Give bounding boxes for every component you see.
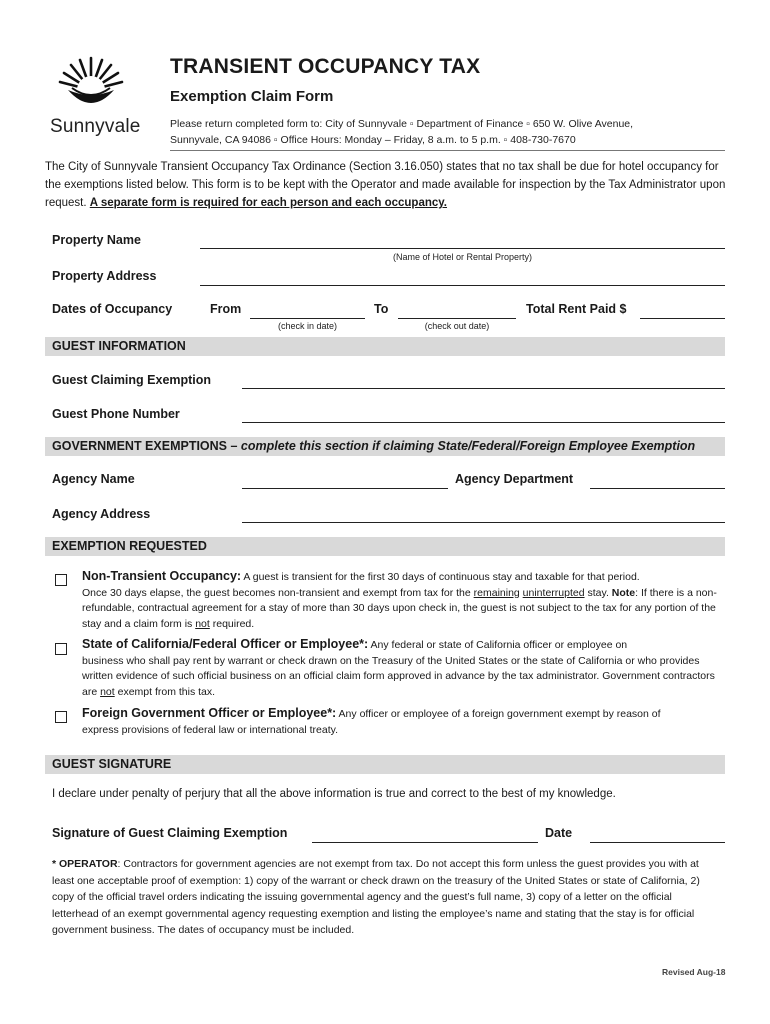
exemption-requested-header (45, 537, 725, 556)
from-label: From (210, 302, 242, 316)
non-transient-note-label: Note (611, 586, 636, 599)
signature-field[interactable] (312, 842, 538, 843)
operator-note-text: : Contractors for government agencies are not exempt from tax. Do not accept this form unless the guest provides you with at least one acceptable proof of exemption: 1) copy of the warrant or check drawn on the treasury of the United States or state of California, 2) copy of the official travel orders indicating the issuing governmental agency and the guest’s full name, 3) copy of a letter on the official letterhead of an exempt governmental agency requesting exemption and listing the employee’s name and stating that the stay is for official government business. The dates of occupancy must be included. (52, 858, 700, 936)
non-transient-first-line (82, 569, 722, 586)
property-address-field[interactable] (200, 285, 725, 286)
intro-text: The City of Sunnyvale Transient Occupancy Tax Ordinance (Section 3.16.050) states that no tax shall be due for hotel occupancy for the exemptions listed below. This form is to be kept with the Operator and made available for inspection by the Tax Administrator upon request. (45, 161, 726, 209)
total-rent-label: Total Rent Paid $ (526, 302, 627, 316)
agency-department-field[interactable] (590, 488, 725, 489)
guest-information-header (45, 337, 725, 356)
dates-of-occupancy-label: Dates of Occupancy (52, 302, 173, 316)
agency-address-field[interactable] (242, 522, 725, 523)
guest-phone-label: Guest Phone Number (52, 407, 180, 421)
foreign-government-description (82, 706, 722, 738)
exemption-requested-title: EXEMPTION REQUESTED (52, 539, 207, 553)
government-heading: GOVERNMENT EXEMPTIONS – (52, 439, 241, 453)
sunnyvale-logo (50, 54, 141, 144)
header-divider (170, 150, 725, 151)
state-federal-body (82, 654, 717, 701)
agency-name-field[interactable] (242, 488, 448, 489)
foreign-government-first-line (82, 706, 722, 723)
foreign-government-checkbox[interactable] (55, 711, 67, 723)
agency-name-label: Agency Name (52, 472, 135, 486)
foreign-government-body: express provisions of federal law or international treaty. (82, 723, 339, 736)
form-title: TRANSIENT OCCUPANCY TAX (170, 55, 481, 78)
property-address-label: Property Address (52, 269, 157, 283)
property-name-hint: (Name of Hotel or Rental Property) (392, 252, 533, 262)
non-transient-checkbox[interactable] (55, 574, 67, 586)
to-label: To (374, 302, 389, 316)
perjury-declaration: I declare under penalty of perjury that all the above information is true and correct to the best of my knowledge. (52, 788, 616, 800)
agency-department-label: Agency Department (455, 472, 574, 486)
check-out-date-field[interactable] (398, 318, 516, 319)
state-federal-title: State of California/Federal Officer or Employee*: (82, 637, 369, 651)
agency-address-label: Agency Address (52, 507, 151, 521)
government-heading-note: complete this section if claiming State/Federal/Foreign Employee Exemption (240, 439, 696, 453)
foreign-government-intro: Any officer or employee of a foreign government exempt by reason of (336, 708, 661, 720)
intro-paragraph (45, 158, 735, 212)
state-federal-text-b: exempt from this tax. (114, 685, 216, 698)
state-federal-text-a: business who shall pay rent by warrant or check drawn on the Treasury of the United States or the state of California or who provides written evidence of such official business on an official claim form approved in advance by the tax administrator. Government contractors are (82, 654, 715, 698)
non-transient-intro: A guest is transient for the first 30 days of continuous stay and taxable for that period. (241, 571, 640, 583)
contact-info (170, 116, 633, 148)
non-transient-text-b: stay. (584, 586, 612, 599)
guest-claiming-label: Guest Claiming Exemption (52, 373, 212, 387)
signature-label: Signature of Guest Claiming Exemption (52, 826, 288, 840)
non-transient-uninterrupted: uninterrupted (522, 586, 585, 599)
form-subtitle: Exemption Claim Form (170, 88, 334, 105)
intro-emphasis: A separate form is required for each person and each occupancy. (89, 197, 448, 209)
non-transient-not: not (195, 617, 210, 630)
government-exemptions-header (45, 437, 725, 456)
government-exemptions-title (52, 439, 695, 453)
operator-note (52, 856, 720, 939)
state-federal-description (82, 637, 722, 700)
guest-signature-title: GUEST SIGNATURE (52, 757, 172, 771)
sun-emblem-icon (50, 54, 132, 114)
total-rent-field[interactable] (640, 318, 725, 319)
check-out-hint: (check out date) (424, 321, 490, 331)
foreign-government-title: Foreign Government Officer or Employee*: (82, 706, 337, 720)
guest-phone-field[interactable] (242, 422, 725, 423)
signature-date-field[interactable] (590, 842, 725, 843)
revision-date: Revised Aug-18 (662, 967, 726, 977)
state-federal-intro: Any federal or state of California officer or employee on (368, 639, 628, 651)
date-label: Date (545, 826, 573, 840)
guest-claiming-field[interactable] (242, 388, 725, 389)
check-in-hint: (check in date) (277, 321, 338, 331)
property-name-field[interactable] (200, 248, 725, 249)
non-transient-body (82, 586, 717, 633)
non-transient-title: Non-Transient Occupancy: (82, 569, 242, 583)
non-transient-text-d: required. (209, 617, 255, 630)
state-federal-checkbox[interactable] (55, 643, 67, 655)
guest-information-title: GUEST INFORMATION (52, 339, 186, 353)
non-transient-description (82, 569, 722, 632)
contact-line-2: Sunnyvale, CA 94086 ▫ Office Hours: Monday – Friday, 8 a.m. to 5 p.m. ▫ 408-730-7670 (170, 134, 576, 146)
non-transient-remaining: remaining (473, 586, 520, 599)
state-federal-first-line (82, 637, 722, 654)
check-in-date-field[interactable] (250, 318, 365, 319)
property-name-label: Property Name (52, 233, 141, 247)
contact-line-1: Please return completed form to: City of Sunnyvale ▫ Department of Finance ▫ 650 W. Olive Avenue, (170, 118, 634, 130)
non-transient-text-c: : If there is a non-refundable, contractual agreement for a stay of more than 30 days upon check in, the guest is not subject to the tax for any portion of the stay and a claim form is (82, 586, 717, 630)
state-federal-not: not (100, 685, 115, 698)
logo-wordmark: Sunnyvale (50, 116, 141, 137)
non-transient-text-a: Once 30 days elapse, the guest becomes non-transient and exempt from tax for the (82, 586, 474, 599)
guest-signature-header (45, 755, 725, 774)
operator-note-label: * OPERATOR (52, 858, 118, 870)
